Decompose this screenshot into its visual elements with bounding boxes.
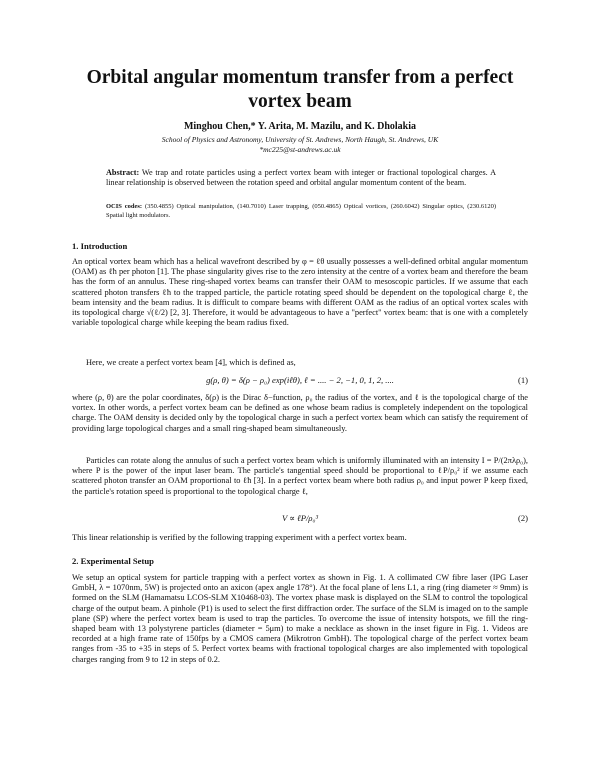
equation-1-number: (1) [517,375,528,385]
intro-paragraph-3: where (ρ, θ) are the polar coordinates, δ(ρ) is the Dirac δ−function, ρ₀ the radius of the vortex, and ℓ is the topological charge of the vortex. In other words, a perfect vortex beam can be defined as one whose beam radius is completely independent on the topological charge. The OAM density is decided only by the topological charge in such a perfect vortex beam which can satisfy the requirement of providing large topological charges and a small ring-shaped beam simultaneously. [72,393,528,433]
intro-paragraph-1: An optical vortex beam which has a helical wavefront described by φ = ℓθ usually possesses a well-defined orbital angular momentum (OAM) as ℓħ per photon [1]. The phase singularity gives rise to the zero intensity at the centre of a vortex beam and therefore the beam has the form of an annulus. These ring-shaped vortex beams can transfer their OAM to mesoscopic particles. If we assume that each scattered photon transfers ℓħ to the trapped particle, the particle rotating speed should be dependent on the topological charge ℓ, the beam intensity and the beam radius. It is difficult to compare beams with different OAM as the radius of an optical vortex scales with its topological charge √(ℓ/2) [2, 3]. Therefore, it would be advantageous to have a "perfect" vortex beam: that is one with a completely variable topological charge while keeping the beam radius fixed. [72,257,528,328]
intro-paragraph-4: Particles can rotate along the annulus of such a perfect vortex beam which is uniformly illuminated with an intensity I = P/(2πλρ₀), where P is the power of the input laser beam. The particle's tangential speed should be proportional to ℓP/ρ₀² if we assume each scattered photon transfer an OAM proportional to ℓħ [3]. In a perfect vortex beam where both radius ρ₀ and input power P keep fixed, the particle's rotation speed is proportional to the topological charge ℓ, [72,456,528,496]
ocis-text: (350.4855) Optical manipulation, (140.7010) Laser trapping, (050.4865) Optical vortices, (260.6042) Singular optics, (230.6120) Spatial light modulators. [106,203,496,219]
equation-2-expression: V ∝ ℓP/ρ₀³ [281,513,319,523]
intro-paragraph-5: This linear relationship is verified by the following trapping experiment with a perfect vortex beam. [72,533,407,542]
equation-2-number: (2) [517,513,528,523]
ocis-codes [106,202,496,220]
section-heading-experimental-setup: 2. Experimental Setup [72,556,154,566]
equation-1-expression: g(ρ, θ) = δ(ρ − ρ₀) exp(iℓθ), ℓ = .... − 2, −1, 0, 1, 2, .... [206,375,394,385]
intro-paragraph-2: Here, we create a perfect vortex beam [4], which is defined as, [86,358,296,367]
affiliation-block [40,135,560,155]
paper-title: Orbital angular momentum transfer from a perfect vortex beam [86,67,514,112]
setup-paragraph-1: We setup an optical system for particle trapping with a perfect vortex as shown in Fig. 1. A collimated CW fibre laser (IPG Laser GmbH, λ = 1070nm, 5W) is projected onto an axicon (apex angle 178°). At the focal plane of lens L1, a ring (ring diameter ≈ 9mm) is formed on the SLM (Hamamatsu LCOS-SLM X10468-03). The vortex phase mask is displayed on the SLM to control the topological charge of the output beam. A pinhole (P1) is used to select the first diffraction order. The surface of the SLM is imaged on to the sample plane (SP) where the perfect vortex beam is used to trap the particles. To overcome the issue of intensity hotspots, we fill the ring-shaped beam with 13 polystyrene particles (diameter = 5μm) to make a necklace as shown in the inset figure in Fig. 1. Videos are recorded at a high frame rate of 150fps by a CMOS camera (Mikrotron GmbH). The topological charge of the perfect vortex beam ranges from -35 to +35 in steps of 5. Perfect vortex beams with fractional topological charges are also implemented with topological charges ranging from 9 to 12 in steps of 0.2. [72,573,528,664]
corresponding-email: *mc225@st-andrews.ac.uk [259,145,341,154]
abstract-label: Abstract: [106,168,140,177]
abstract [106,168,496,189]
section-heading-introduction: 1. Introduction [72,241,128,251]
affiliation: School of Physics and Astronomy, University of St. Andrews, North Haugh, St. Andrews, UK [161,135,439,144]
ocis-label: OCIS codes: [106,203,143,210]
author-list: Minghou Chen,* Y. Arita, M. Mazilu, and K. Dholakia [183,121,417,132]
abstract-text: We trap and rotate particles using a perfect vortex beam with integer or fractional topological charges. A linear relationship is observed between the rotation speed and orbital angular momentum content of the beam. [106,168,496,188]
